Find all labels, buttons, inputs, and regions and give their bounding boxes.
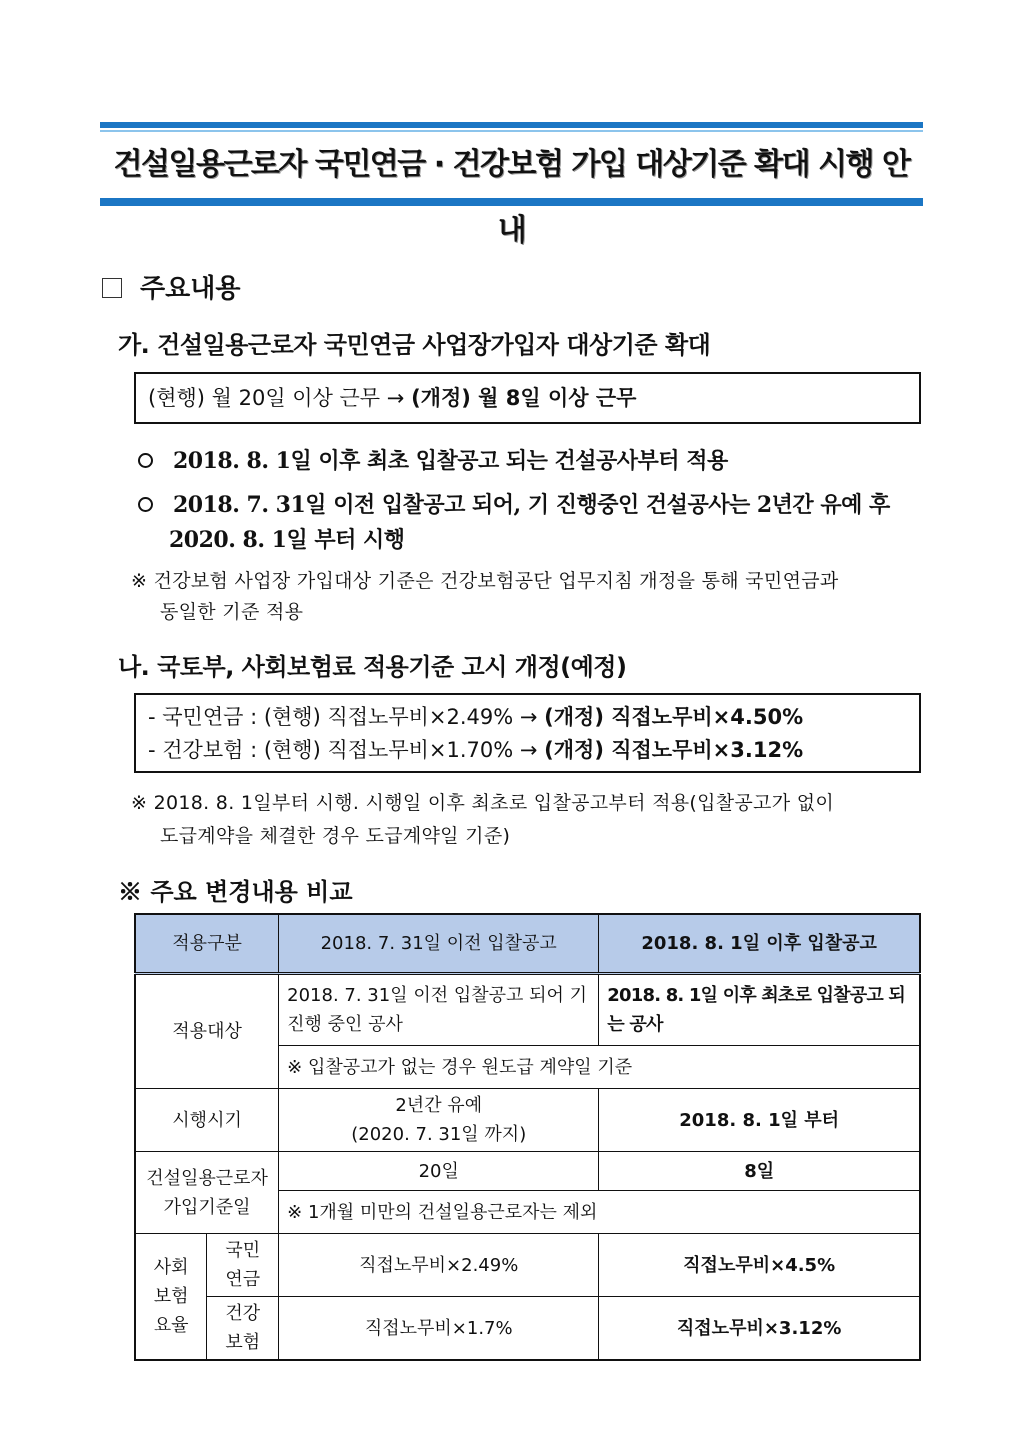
section-main-label: 주요내용 <box>140 274 241 304</box>
section-b-line-1: - 국민연금 : (현행) 직접노무비×2.49% → (개정) 직접노무비×4.50% <box>148 705 804 729</box>
table-row-worker <box>135 1152 920 1191</box>
section-main-heading <box>102 268 240 305</box>
health-before: 직접노무비×1.7% <box>279 1297 599 1361</box>
table-row-target <box>135 974 920 1046</box>
section-a-bullet-2-cont: 2020. 8. 1일 부터 시행 <box>169 527 405 553</box>
target-before: 2018. 7. 31일 이전 입찰공고 되어 기 진행 중인 공사 <box>279 974 599 1046</box>
section-b-heading: 나. 국토부, 사회보험료 적용기준 고시 개정(예정) <box>118 653 627 681</box>
period-after: 2018. 8. 1일 부터 <box>599 1089 920 1152</box>
section-a-bullet-2: 2018. 7. 31일 이전 입찰공고 되어, 기 진행중인 건설공사는 2년간 유예 후 <box>138 488 890 519</box>
section-a-revised: (개정) 월 8일 이상 근무 <box>411 386 637 410</box>
rate-label: 사회 보험 요율 <box>135 1234 207 1361</box>
target-note: ※ 입찰공고가 없는 경우 원도급 계약일 기준 <box>279 1046 920 1089</box>
compare-table <box>134 913 921 1361</box>
pension-after: 직접노무비×4.5% <box>599 1234 920 1297</box>
target-label: 적용대상 <box>135 974 279 1089</box>
health-label: 건강 보험 <box>207 1297 279 1361</box>
section-a-note-cont: 동일한 기준 적용 <box>160 601 304 623</box>
pension-label: 국민 연금 <box>207 1234 279 1297</box>
section-a-heading: 가. 건설일용근로자 국민연금 사업장가입자 대상기준 확대 <box>118 331 711 359</box>
title-block <box>100 122 923 248</box>
checkbox-square-icon <box>102 278 122 298</box>
table-row-health <box>135 1297 920 1361</box>
period-before: 2년간 유예 (2020. 7. 31일 까지) <box>279 1089 599 1152</box>
worker-before: 20일 <box>279 1152 599 1191</box>
section-a-box <box>134 372 921 424</box>
bullet-circle-icon <box>138 453 153 468</box>
section-a-note: ※ 건강보험 사업장 가입대상 기준은 건강보험공단 업무지침 개정을 통해 국민연금과 <box>131 570 839 592</box>
section-b-note: ※ 2018. 8. 1일부터 시행. 시행일 이후 최초로 입찰공고부터 적용(입찰공고가 없이 <box>131 792 835 814</box>
section-a-bullet-1: 2018. 8. 1일 이후 최초 입찰공고 되는 건설공사부터 적용 <box>138 444 728 475</box>
worker-note: ※ 1개월 미만의 건설일용근로자는 제외 <box>279 1191 920 1234</box>
section-a-current: (현행) 월 20일 이상 근무 → <box>148 386 405 410</box>
header-after: 2018. 8. 1일 이후 입찰공고 <box>599 914 920 974</box>
header-category: 적용구분 <box>135 914 279 974</box>
bullet-circle-icon <box>138 497 153 512</box>
period-label: 시행시기 <box>135 1089 279 1152</box>
table-row-pension <box>135 1234 920 1297</box>
worker-label: 건설일용근로자 가입기준일 <box>135 1152 279 1234</box>
target-after: 2018. 8. 1일 이후 최초로 입찰공고 되는 공사 <box>599 974 920 1046</box>
section-b-note-cont: 도급계약을 체결한 경우 도급계약일 기준) <box>160 825 511 847</box>
table-header-row <box>135 914 920 974</box>
title-top-bar <box>100 122 923 128</box>
health-after: 직접노무비×3.12% <box>599 1297 920 1361</box>
page-title: 건설일용근로자 국민연금 · 건강보험 가입 대상기준 확대 시행 안내 <box>113 147 910 248</box>
compare-heading: ※ 주요 변경내용 비교 <box>118 877 353 906</box>
pension-before: 직접노무비×2.49% <box>279 1234 599 1297</box>
section-b-box <box>134 693 921 773</box>
worker-after: 8일 <box>599 1152 920 1191</box>
table-row-period <box>135 1089 920 1152</box>
header-before: 2018. 7. 31일 이전 입찰공고 <box>279 914 599 974</box>
section-b-line-2: - 건강보험 : (현행) 직접노무비×1.70% → (개정) 직접노무비×3.12% <box>148 738 804 762</box>
